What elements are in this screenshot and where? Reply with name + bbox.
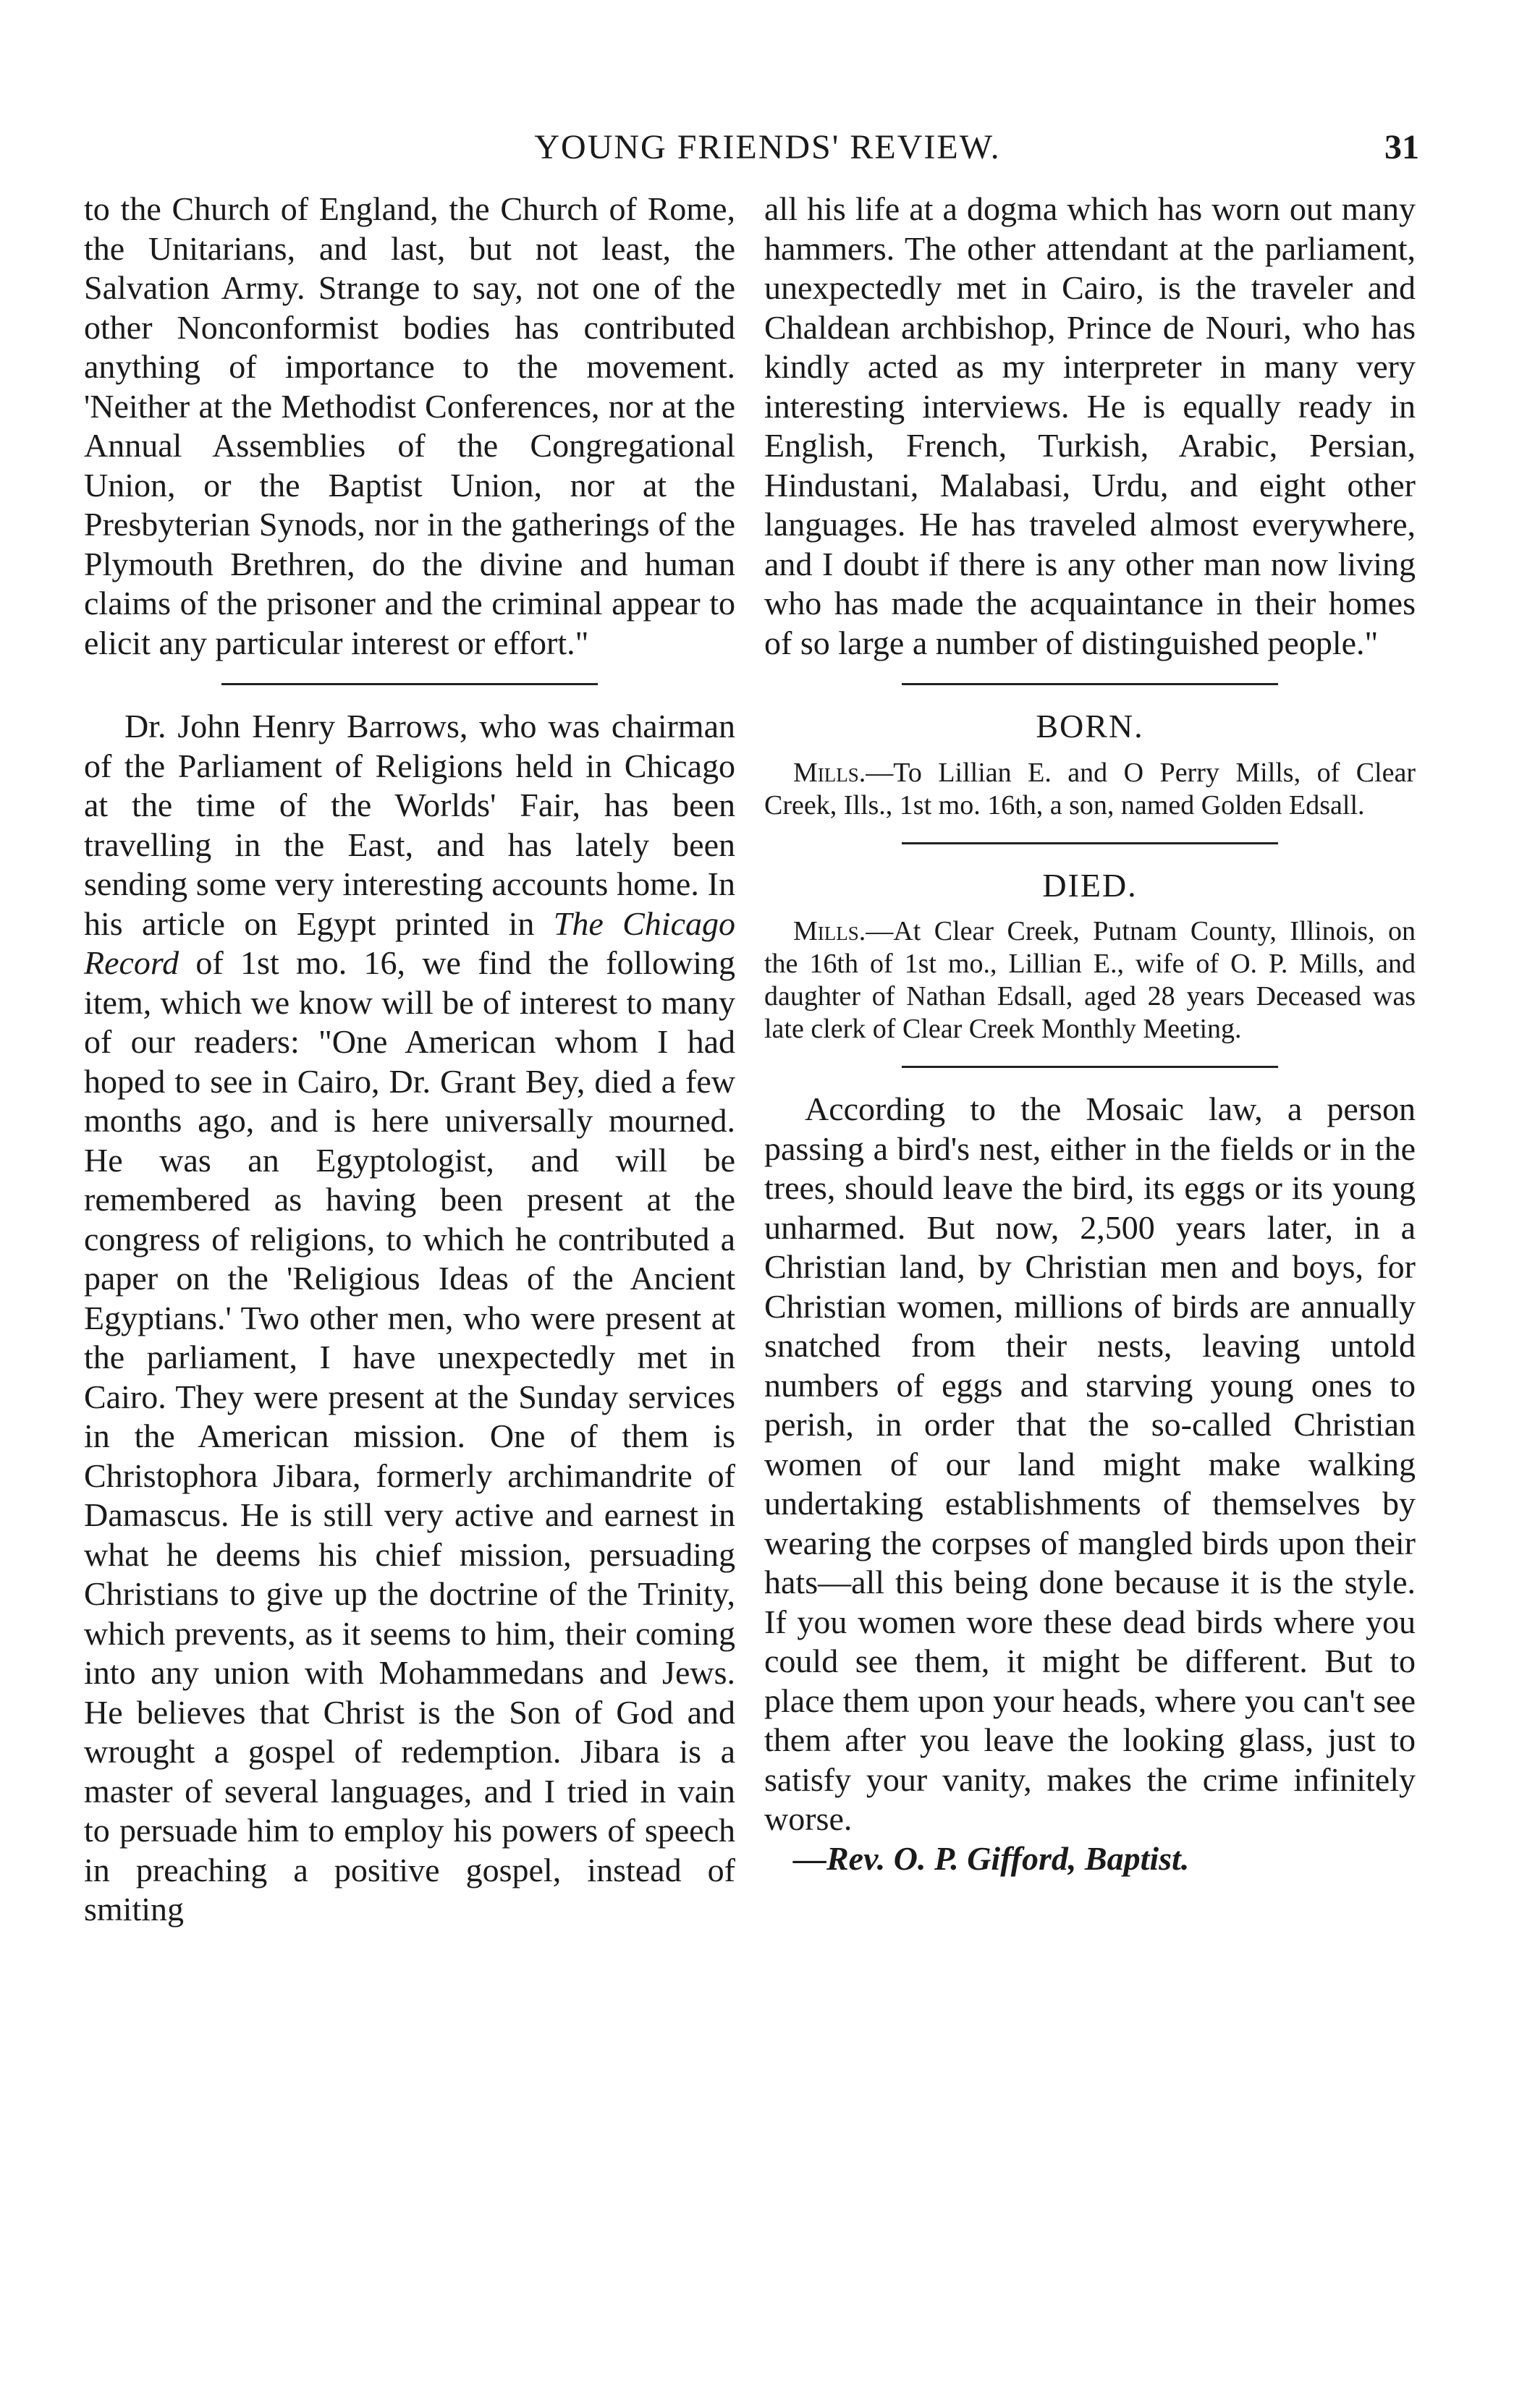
section-divider <box>902 842 1278 844</box>
death-notice-name: Mills. <box>793 916 866 946</box>
left-paragraph-barrows <box>84 707 735 1930</box>
death-notice <box>764 915 1416 1046</box>
newspaper-title: The Chicago Record <box>84 904 735 981</box>
left-paragraph-prison-reform: to the Church of England, the Church of Rome, the Unitarians, and last, but not least, the Salvation Army. Strange to say, not one of the other Nonconformist bodies has contributed anything of importance to the movement. 'Neither at the Methodist Conferences, nor at the Annual Assemblies of the Congregational Union, or the Baptist Union, nor at the Presbyterian Synods, nor in the gatherings of the Plymouth Brethren, do the divine and human claims of the prisoner and the criminal appear to elicit any particular interest or effort." <box>84 190 735 661</box>
born-heading: BORN. <box>1036 708 1144 745</box>
page-number: 31 <box>1384 128 1419 166</box>
page-header <box>0 122 1535 179</box>
section-divider <box>221 683 598 685</box>
birth-notice <box>764 757 1416 822</box>
birth-notice-text: —To Lillian E. and O Perry Mills, of Clear Creek, Ills., 1st mo. 16th, a son, named Golden Edsall. <box>764 757 1416 821</box>
section-divider <box>902 683 1278 685</box>
death-notice-text: —At Clear Creek, Putnam County, Illinois, on the 16th of 1st mo., Lillian E., wife of O. P. Mills, and daughter of Nathan Edsall, aged 28 years Deceased was late clerk of Clear Creek Monthly Meeting. <box>764 916 1416 1044</box>
died-heading: DIED. <box>1042 866 1138 904</box>
left-column <box>84 190 735 1930</box>
running-title: YOUNG FRIENDS' REVIEW. <box>534 128 1001 166</box>
birth-notice-name: Mills. <box>793 757 866 788</box>
section-divider <box>902 1066 1278 1068</box>
barrows-text-continued: of 1st mo. 16, we find the following item, which we know will be of interest to many of our readers: "One American whom I had hoped to see in Cairo, Dr. Grant Bey, died a few months ago, and is here universally mourned. He was an Egyptologist, and will be remembered as having been present at the congress of religions, to which he contributed a paper on the 'Religious Ideas of the Ancient Egyptians.' Two other men, who were present at the parliament, I have unexpectedly met in Cairo. They were present at the Sunday services in the American mission. One of them is Christophora Jibara, formerly archimandrite of Damascus. He is still very active and earnest in what he deems his chief mission, persuading Christians to give up the doctrine of the Trinity, which prevents, as it seems to him, their coming into any union with Mohammedans and Jews. He believes that Christ is the Son of God and wrought a gospel of redemption. Jibara is a master of several languages, and I tried in vain to persuade him to employ his powers of speech in preaching a positive gospel, instead of smiting <box>84 944 735 1928</box>
right-paragraph-mosaic-law: According to the Mosaic law, a person passing a bird's nest, either in the fields or in the trees, should leave the bird, its eggs or its young unharmed. But now, 2,500 years later, in a Christian land, by Christian men and boys, for Christian women, millions of birds are annually snatched from their nests, leaving untold numbers of eggs and starving young ones to perish, in order that the so-called Christian women of our land might make walking undertaking establishments of themselves by wearing the corpses of mangled birds upon their hats—all this being done because it is the style. If you women wore these dead birds where you could see them, it might be different. But to place them upon your heads, where you can't see them after you leave the looking glass, just to satisfy your vanity, makes the crime infinitely worse. <box>764 1090 1416 1837</box>
right-column <box>764 190 1416 1878</box>
right-paragraph-continuation: all his life at a dogma which has worn out many hammers. The other attendant at the parliament, unexpectedly met in Cairo, is the traveler and Chaldean archbishop, Prince de Nouri, who has kindly acted as my interpreter in many very interesting interviews. He is equally ready in English, French, Turkish, Arabic, Persian, Hindustani, Malabasi, Urdu, and eight other languages. He has traveled almost everywhere, and I doubt if there is any other man now living who has made the acquaintance in their homes of so large a number of distinguished people." <box>764 190 1416 661</box>
barrows-text-start: Dr. John Henry Barrows, who was chairman of the Parliament of Religions held in Chicago at the time of the Worlds' Fair, has been travelling in the East, and has lately been sending some very interesting accounts home. In his article on Egypt printed in <box>84 708 735 942</box>
attribution: —Rev. O. P. Gifford, Baptist. <box>793 1839 1190 1877</box>
